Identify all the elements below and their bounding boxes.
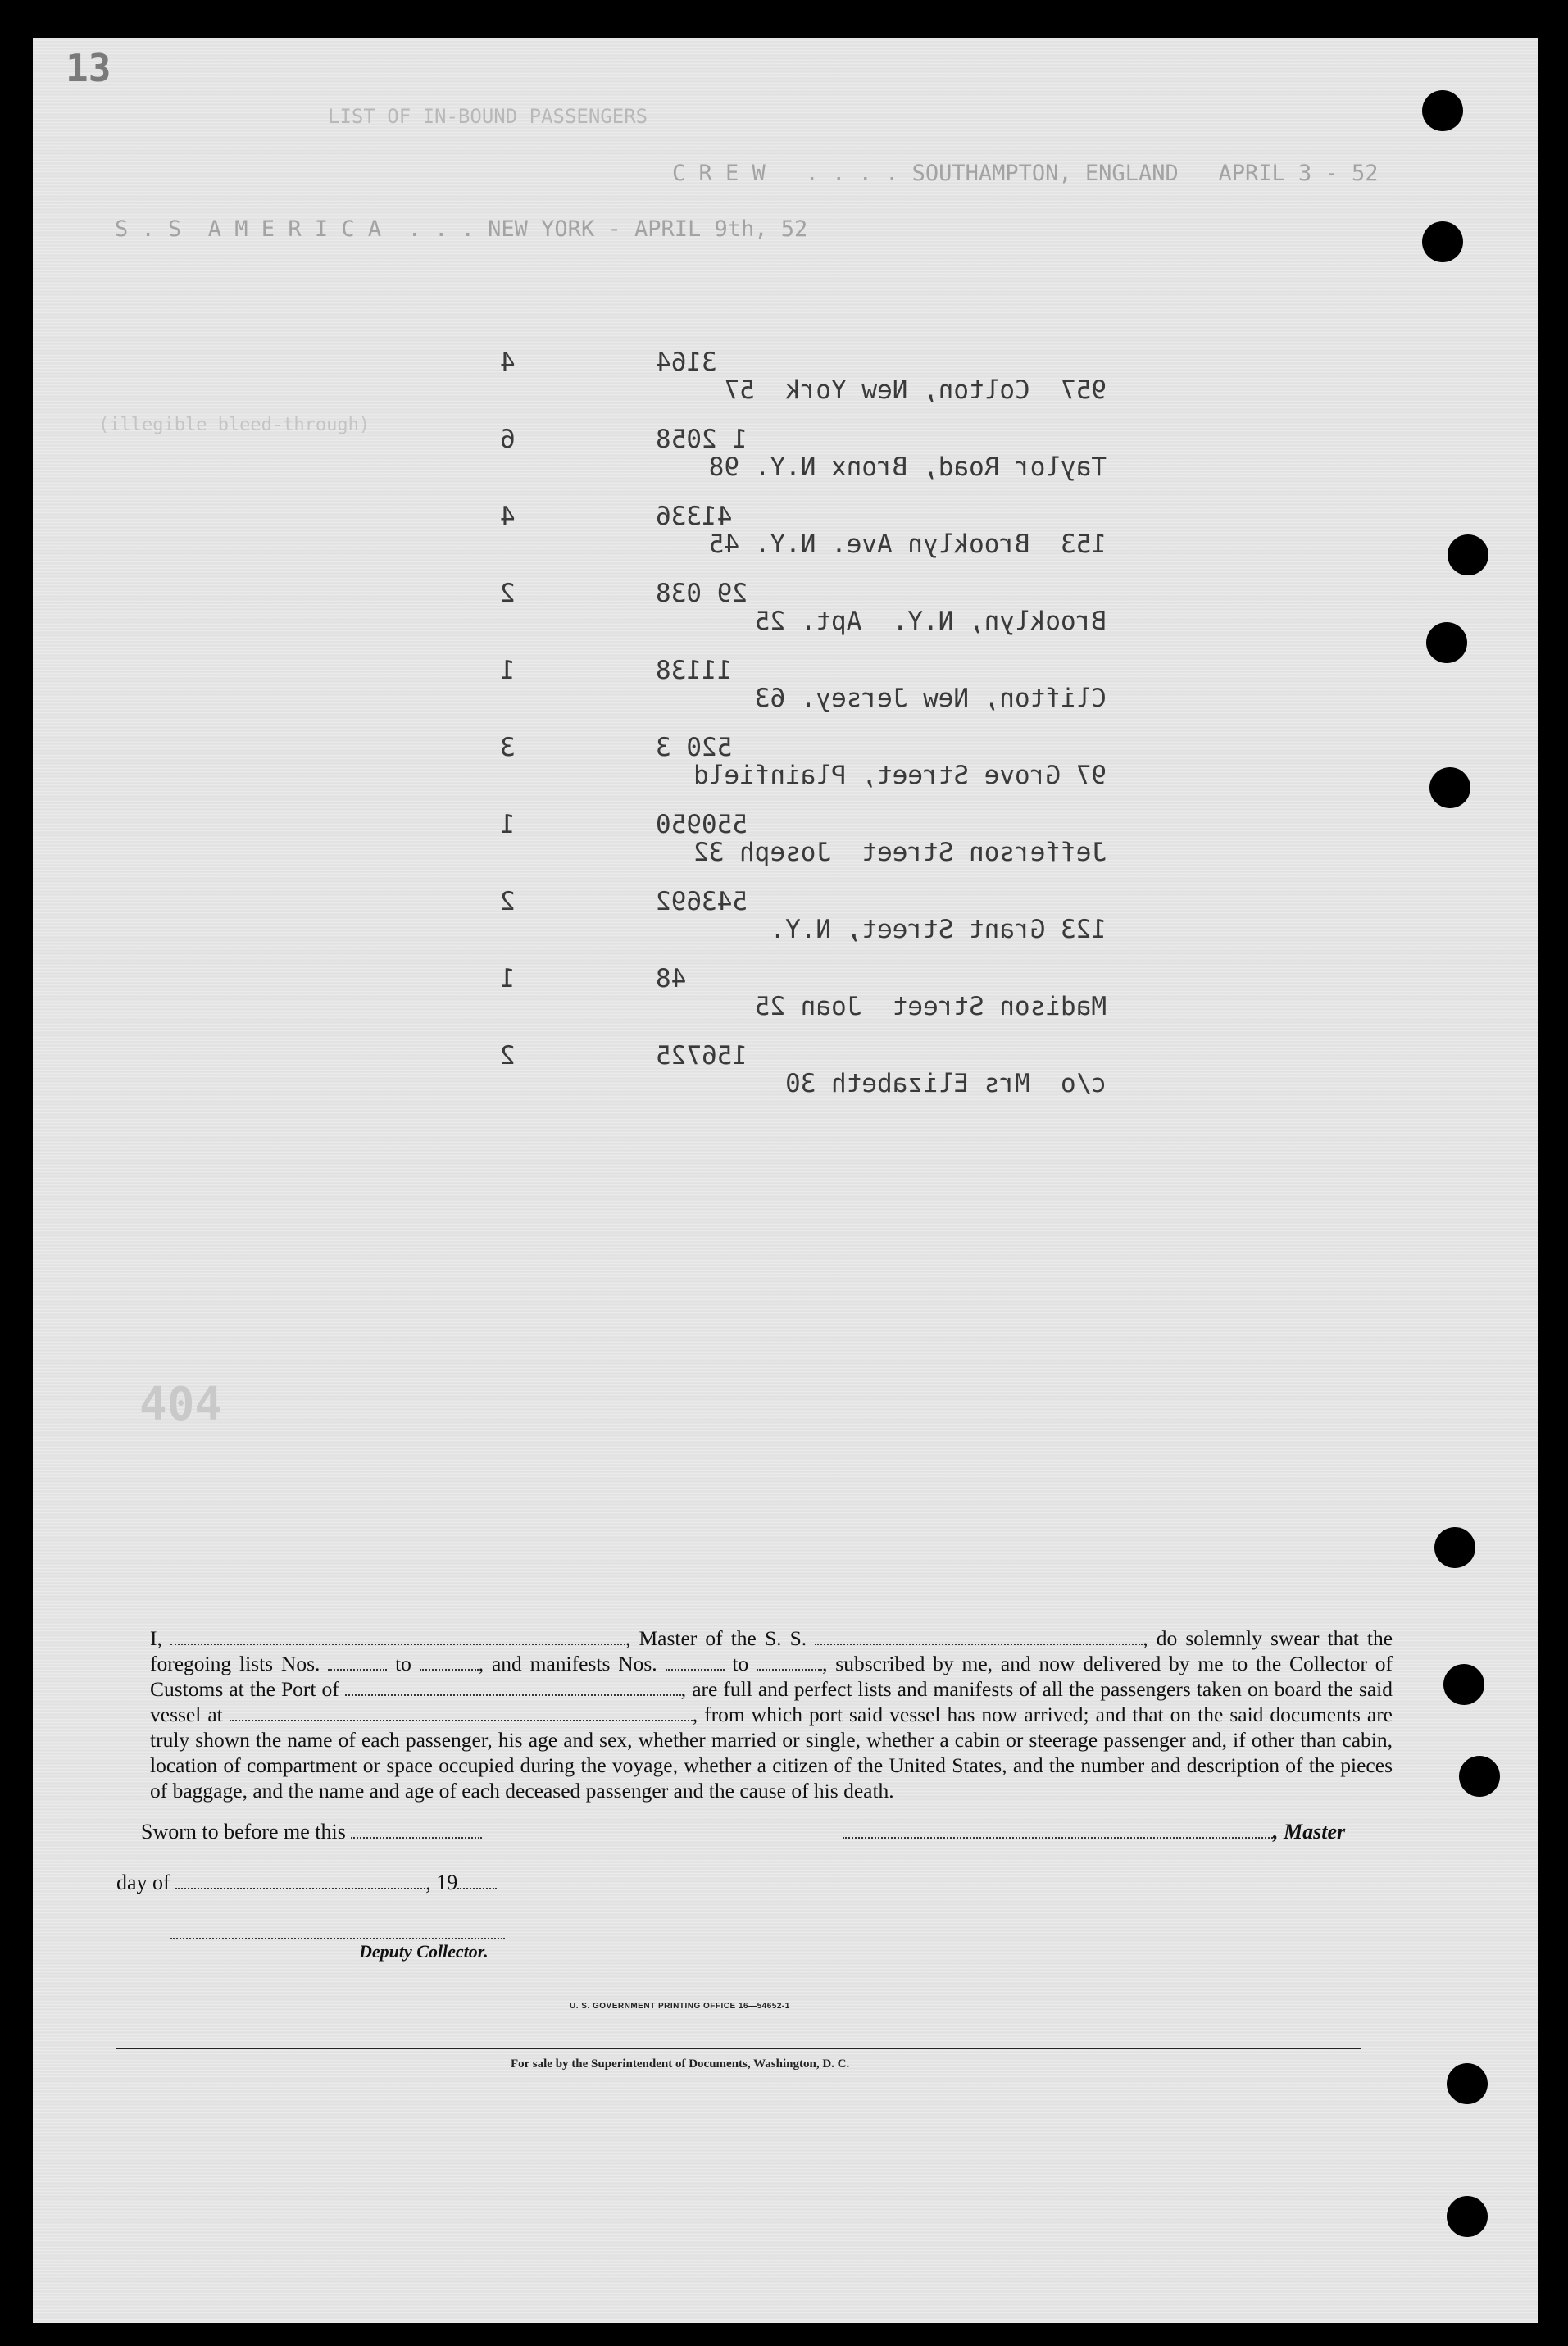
day-of-line (116, 1871, 497, 1895)
mirrored-row-number: 3164 (656, 348, 717, 377)
sworn-label: Sworn to before me this (141, 1820, 346, 1844)
mirrored-row-count: 1 (500, 810, 516, 839)
page-number: 13 (66, 46, 111, 90)
mirrored-row-count: 3 (500, 733, 516, 762)
oath-part: port said vessel has now arrived; and that on the said documents are truly shown the name of each passenger, his age and sex, whether married or single, whether a cabin or steerage passenger and, if other than cabin, location of compartment or space occupied during the voyage, whether a citizen of the United States, and the number and description of the pieces of baggage, and the name and age of each deceased passenger and the cause of his death. (150, 1703, 1393, 1803)
mirrored-row-number: 1 2058 (656, 425, 748, 454)
oath-part: swear that the foregoing lists Nos. (150, 1626, 1393, 1675)
oath-part: to (732, 1652, 749, 1675)
sworn-line (141, 1820, 482, 1844)
mirrored-row-count: 2 (500, 579, 516, 608)
port-blank[interactable] (345, 1688, 681, 1696)
binder-hole (1447, 2196, 1488, 2237)
mirrored-row-number: 520 3 (656, 733, 733, 762)
mirrored-row-address: Jefferson Street Joseph 32 (693, 838, 1107, 867)
oath-part: , do solemnly (1143, 1626, 1262, 1650)
year-prefix: , 19 (425, 1871, 458, 1894)
binder-hole (1422, 90, 1463, 131)
binder-hole (1443, 1664, 1484, 1705)
binder-hole (1448, 534, 1488, 575)
mirrored-row-address: 123 Grant Street, N.Y. (770, 915, 1107, 944)
for-sale-line: For sale by the Superintendent of Documents, Washington, D. C. (511, 2057, 850, 2071)
faint-header-line1: C R E W . . . . SOUTHAMPTON, ENGLAND APRIL 3 - 52 (672, 161, 1379, 186)
mirrored-row-count: 1 (500, 964, 516, 993)
manifest-to-blank[interactable] (757, 1662, 822, 1671)
binder-hole (1459, 1756, 1500, 1797)
binder-hole (1429, 767, 1470, 808)
mirrored-row-address: Taylor Road, Bronx N.Y. 98 (708, 452, 1107, 482)
mirrored-row-number: 550950 (656, 810, 748, 839)
oath-part: , and manifests Nos. (478, 1652, 657, 1675)
sworn-day-blank[interactable] (351, 1829, 482, 1839)
mirrored-row-address: 957 Colton, New York 57 (724, 375, 1107, 405)
ship-name-blank[interactable] (815, 1637, 1143, 1645)
mirrored-row-number: 156725 (656, 1041, 748, 1071)
oath-part: , are full and perfect lists and (680, 1677, 928, 1701)
mirrored-row-address: Clifton, New Jersey. 63 (754, 684, 1107, 713)
binder-hole (1447, 2063, 1488, 2104)
document-sheet (33, 38, 1538, 2323)
master-signature-blank[interactable] (843, 1829, 1273, 1839)
mirrored-row-count: 1 (500, 656, 516, 685)
oath-paragraph (150, 1625, 1393, 1803)
deputy-signature-blank[interactable] (170, 1936, 505, 1939)
manifest-from-blank[interactable] (666, 1662, 725, 1671)
mirrored-row-number: 543692 (656, 887, 748, 916)
binder-hole (1434, 1527, 1475, 1568)
year-blank[interactable] (457, 1880, 497, 1889)
day-of-label: day of (116, 1871, 170, 1894)
footer-rule (116, 2048, 1361, 2049)
month-blank[interactable] (175, 1880, 425, 1889)
mirrored-row-address: Brooklyn, N.Y. Apt. 25 (754, 607, 1107, 636)
mirrored-row-number: 48 (656, 964, 687, 993)
oath-part: , subscribed by me, and now (822, 1652, 1075, 1675)
binder-hole (1422, 221, 1463, 262)
master-signature-line (843, 1820, 1345, 1844)
list-from-blank[interactable] (328, 1662, 387, 1671)
faint-header-line2: S . S A M E R I C A . . . NEW YORK - APRIL 9th, 52 (115, 216, 808, 242)
mirrored-row-number: 29 038 (656, 579, 748, 608)
master-name-blank[interactable] (170, 1637, 625, 1645)
mirrored-row-count: 2 (500, 1041, 516, 1071)
mirrored-row-address: Madison Street Joan 25 (754, 992, 1107, 1021)
mirrored-row-count: 4 (500, 348, 516, 377)
faint-header-title: LIST OF IN-BOUND PASSENGERS (328, 105, 648, 128)
oath-part: delivered by me to the Collector of Customs at the Port of (150, 1652, 1393, 1701)
master-label: , Master (1273, 1820, 1346, 1844)
oath-part: , from which (692, 1703, 802, 1726)
binder-hole (1426, 622, 1467, 663)
mirrored-row-count: 2 (500, 887, 516, 916)
mirrored-row-count: 4 (500, 502, 516, 531)
mirrored-row-address: c/o Mrs Elizabeth 30 (785, 1069, 1107, 1098)
oath-part: to (395, 1652, 411, 1675)
oath-part: , Master of the S. S. (625, 1626, 807, 1650)
mirrored-row-address: 153 Brooklyn Ave. N.Y. 45 (708, 530, 1107, 559)
bleed-through-text: (illegible bleed-through) (98, 415, 370, 435)
faint-stamp-number: 404 (139, 1378, 223, 1431)
list-to-blank[interactable] (420, 1662, 479, 1671)
oath-part: I, (150, 1626, 162, 1650)
embark-port-blank[interactable] (230, 1713, 693, 1721)
mirrored-row-number: 41336 (656, 502, 733, 531)
mirrored-row-number: 11138 (656, 656, 733, 685)
mirrored-row-count: 6 (500, 425, 516, 454)
oath-part: manifests of all the passengers taken on board the said vessel at (150, 1677, 1393, 1726)
mirrored-row-address: 97 Grove Street, Plainfield (693, 761, 1107, 790)
deputy-collector-label: Deputy Collector. (359, 1941, 489, 1962)
printing-office-line: U. S. GOVERNMENT PRINTING OFFICE 16—54652-1 (570, 2002, 790, 2011)
